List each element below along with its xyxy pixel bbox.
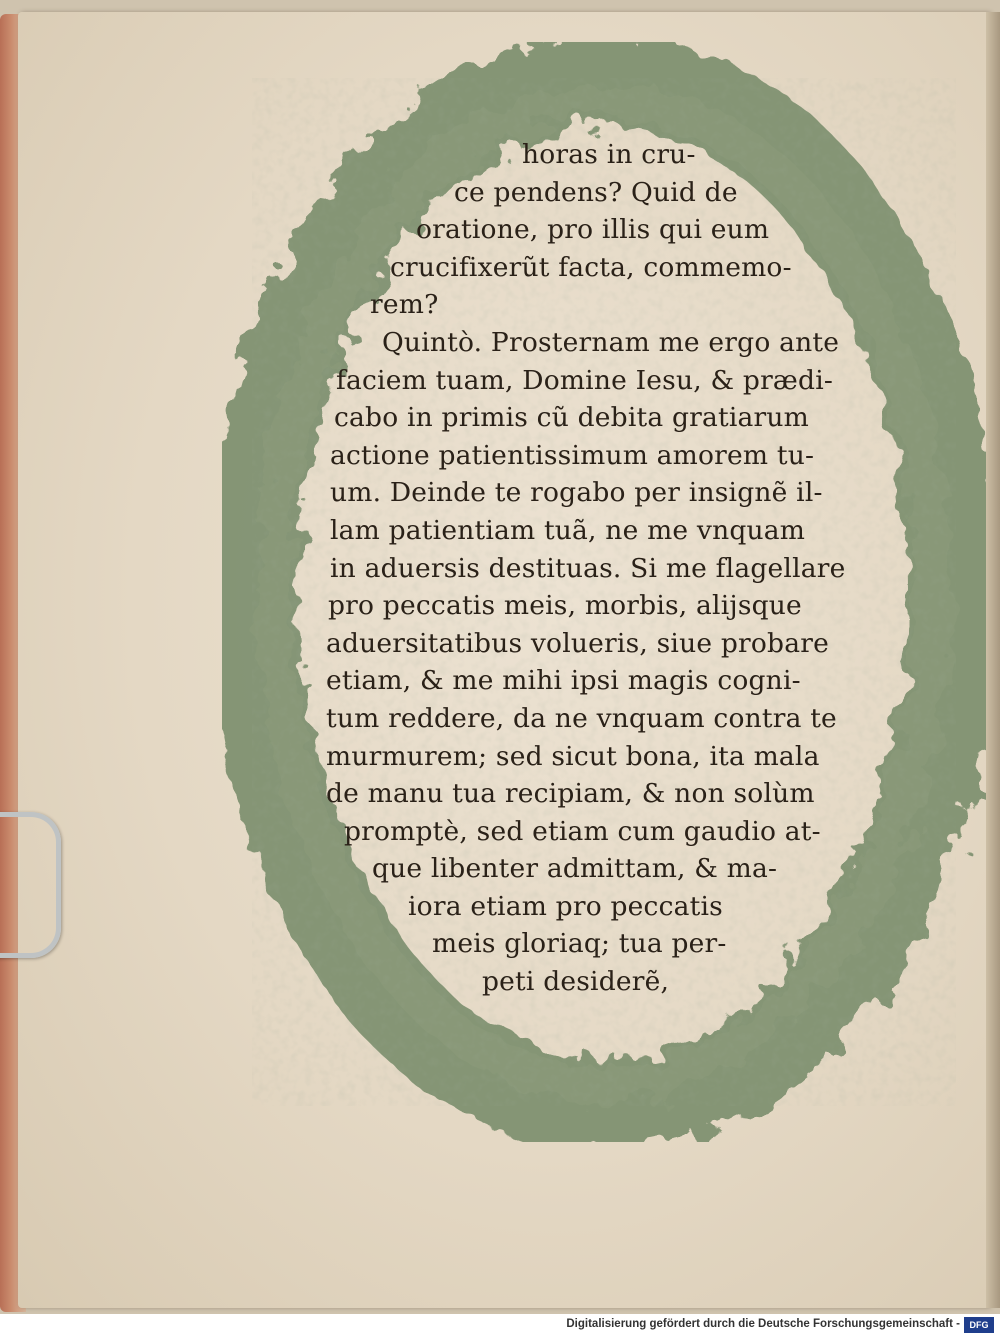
text-line: crucifixerũt facta, commemo- (390, 251, 792, 283)
text-line: peti desiderẽ, (482, 966, 670, 998)
text-line: faciem tuam, Domine Iesu, & prædi- (336, 364, 834, 396)
text-line: rem? (370, 289, 439, 321)
text-line: etiam, & me mihi ipsi magis cogni- (326, 665, 801, 697)
dfg-logo-icon: DFG (964, 1317, 994, 1333)
paper-clip (0, 812, 61, 958)
text-line: promptè, sed etiam cum gaudio at- (344, 815, 821, 847)
text-line: lam patientiam tuã, ne me vnquam (330, 514, 806, 546)
text-line: tum reddere, da ne vnquam contra te (326, 702, 837, 734)
text-line: ce pendens? Quid de (454, 176, 738, 208)
text-line: que libenter admittam, & ma- (372, 853, 778, 885)
text-line: cabo in primis cũ debita gratiarum (334, 402, 809, 434)
page-gutter (986, 12, 1000, 1308)
text-line: Quintò. Prosternam me ergo ante (382, 326, 840, 358)
text-line: murmurem; sed sicut bona, ita mala (326, 740, 820, 772)
text-line: aduersitatibus volueris, siue probare (326, 627, 829, 659)
latin-text-block (322, 136, 906, 1001)
text-line: in aduersis destituas. Si me flagellare (330, 552, 846, 584)
text-line: oratione, pro illis qui eum (416, 214, 770, 246)
text-line: horas in cru- (522, 139, 696, 170)
text-line: um. Deinde te rogabo per insignẽ il- (330, 477, 823, 509)
text-line: de manu tua recipiam, & non solùm (326, 778, 815, 810)
text-line: iora etiam pro peccatis (408, 890, 723, 922)
text-line: actione patientissimum amorem tu- (330, 439, 815, 471)
text-line: meis gloriaq; tua per- (432, 928, 727, 960)
digitization-footer (0, 1314, 1000, 1338)
text-line: pro peccatis meis, morbis, alijsque (328, 590, 802, 622)
footer-credit: Digitalisierung gefördert durch die Deutsche Forschungsgemeinschaft - (566, 1318, 960, 1330)
